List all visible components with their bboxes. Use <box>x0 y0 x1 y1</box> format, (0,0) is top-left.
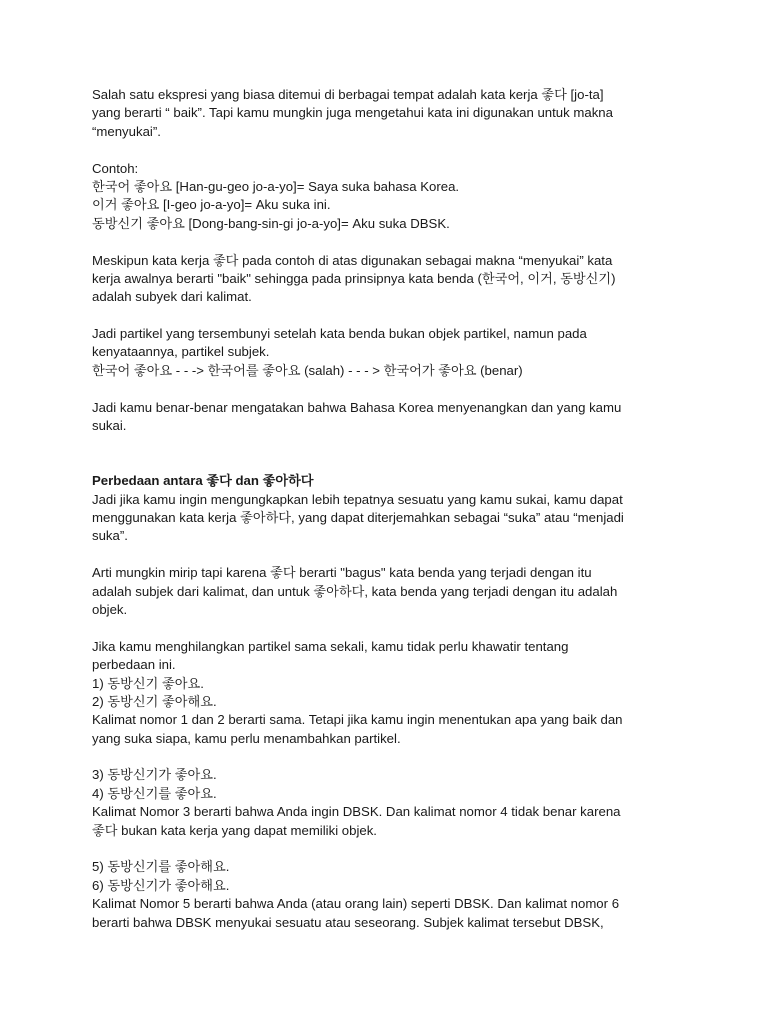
section-heading: Perbedaan antara 좋다 dan 좋아하다 <box>92 473 314 489</box>
text-line: yang suka siapa, kamu perlu menambahkan partikel. <box>92 730 401 746</box>
example-sentence: 5) 동방신기를 좋아해요. <box>92 859 230 875</box>
paragraph-gap <box>92 380 692 398</box>
text-line: Jadi kamu benar-benar mengatakan bahwa Bahasa Korea menyenangkan dan yang kamu <box>92 399 622 415</box>
jika-paragraph <box>92 491 692 546</box>
paragraph-gap <box>92 840 692 858</box>
text-line: Contoh: <box>92 160 139 176</box>
text-line: Jadi partikel yang tersembunyi setelah kata benda bukan objek partikel, namun pada <box>92 326 587 342</box>
document-body <box>92 86 692 932</box>
paragraph-gap <box>92 546 692 564</box>
text-line: yang berarti “ baik”. Tapi kamu mungkin juga mengetahui kata ini digunakan untuk makna <box>92 105 613 121</box>
text-line: kenyataannya, partikel subjek. <box>92 344 270 360</box>
conclusion-paragraph <box>92 399 692 436</box>
text-line: objek. <box>92 601 128 617</box>
particle-paragraph <box>92 325 692 380</box>
text-line: adalah subyek dari kalimat. <box>92 289 252 305</box>
example-paragraph <box>92 160 692 234</box>
example-sentence: 1) 동방신기 좋아요. <box>92 675 204 691</box>
example-sentence: 6) 동방신기가 좋아해요. <box>92 877 230 893</box>
text-line: berarti bahwa DBSK menyukai sesuatu atau seseorang. Subjek kalimat tersebut DBSK, <box>92 914 604 930</box>
paragraph-gap <box>92 141 692 159</box>
intro-paragraph <box>92 86 692 141</box>
nomor-5-6-paragraph <box>92 858 692 932</box>
arti-paragraph <box>92 564 692 619</box>
text-line: Jadi jika kamu ingin mengungkapkan lebih tepatnya sesuatu yang kamu sukai, kamu dapat <box>92 491 623 507</box>
text-line: Jika kamu menghilangkan partikel sama sekali, kamu tidak perlu khawatir tentang <box>92 638 569 654</box>
example-sentence: 4) 동방신기를 좋아요. <box>92 785 217 801</box>
text-line: Kalimat Nomor 3 berarti bahwa Anda ingin DBSK. Dan kalimat nomor 4 tidak benar karena <box>92 804 621 820</box>
text-line: suka”. <box>92 528 128 544</box>
text-line: Meskipun kata kerja 좋다 pada contoh di atas digunakan sebagai makna “menyukai” kata <box>92 252 613 268</box>
text-line: adalah subjek dari kalimat, dan untuk 좋아하다, kata benda yang terjadi dengan itu adalah <box>92 583 618 599</box>
nomor-3-4-paragraph <box>92 766 692 840</box>
text-line: “menyukai”. <box>92 123 161 139</box>
paragraph-gap <box>92 233 692 251</box>
section-gap <box>92 435 692 472</box>
paragraph-gap <box>92 307 692 325</box>
text-line: Kalimat Nomor 5 berarti bahwa Anda (atau orang lain) seperti DBSK. Dan kalimat nomor 6 <box>92 896 620 912</box>
text-line: Arti mungkin mirip tapi karena 좋다 berarti "bagus" kata benda yang terjadi dengan itu <box>92 565 592 581</box>
meskipun-paragraph <box>92 252 692 307</box>
paragraph-gap <box>92 748 692 766</box>
hilang-paragraph <box>92 638 692 748</box>
text-line: sukai. <box>92 418 127 434</box>
text-line: 한국어 좋아요 - - -> 한국어를 좋아요 (salah) - - - > 한국어가 좋아요 (benar) <box>92 362 523 378</box>
text-line: kerja awalnya berarti "baik" sehingga pada prinsipnya kata benda (한국어, 이거, 동방신기) <box>92 270 616 286</box>
text-line: 동방신기 좋아요 [Dong-bang-sin-gi jo-a-yo]= Aku suka DBSK. <box>92 215 450 231</box>
text-line: Kalimat nomor 1 dan 2 berarti sama. Tetapi jika kamu ingin menentukan apa yang baik dan <box>92 712 623 728</box>
text-line: perbedaan ini. <box>92 657 176 673</box>
text-line: menggunakan kata kerja 좋아하다, yang dapat diterjemahkan sebagai “suka” atau “menjadi <box>92 510 624 525</box>
text-line: Salah satu ekspresi yang biasa ditemui di berbagai tempat adalah kata kerja 좋다 [jo-ta] <box>92 87 604 102</box>
text-line: 좋다 bukan kata kerja yang dapat memiliki objek. <box>92 822 377 838</box>
text-line: 이거 좋아요 [I-geo jo-a-yo]= Aku suka ini. <box>92 197 331 213</box>
paragraph-gap <box>92 619 692 637</box>
text-line: 한국어 좋아요 [Han-gu-geo jo-a-yo]= Saya suka bahasa Korea. <box>92 178 460 194</box>
example-sentence: 3) 동방신기가 좋아요. <box>92 767 217 783</box>
example-sentence: 2) 동방신기 좋아해요. <box>92 693 217 709</box>
